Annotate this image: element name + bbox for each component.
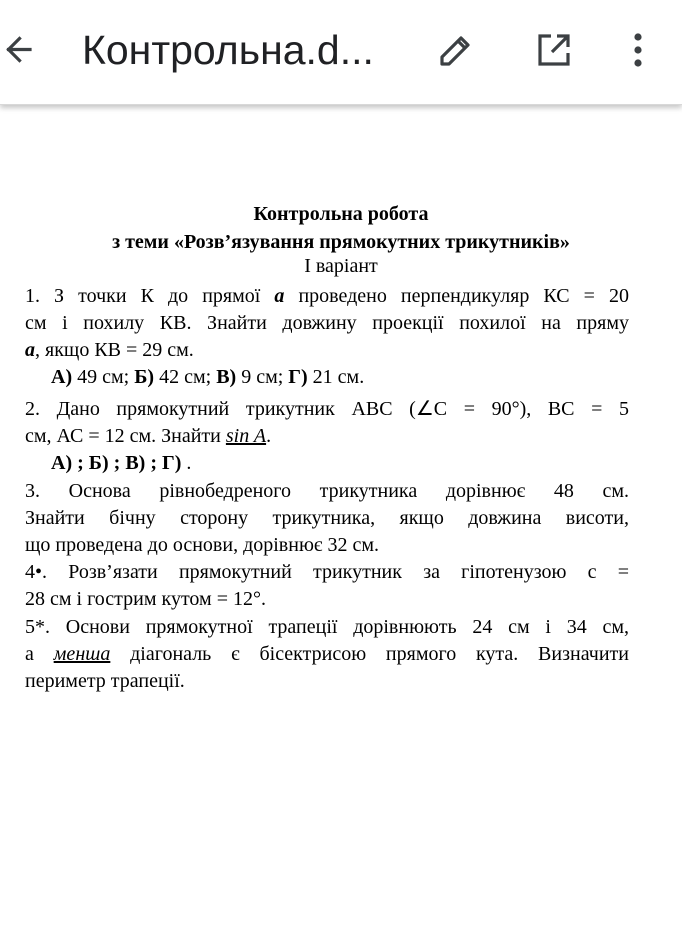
document-page [0, 105, 682, 945]
variant-label: І варіант [304, 255, 378, 277]
document-topic: з теми «Розв’язування прямокутних трикутників» [112, 231, 570, 253]
back-arrow-icon[interactable] [0, 22, 48, 78]
q5-line-2: а менша діагональ є бісектрисою прямого кута. Визначити [25, 643, 629, 665]
q3-line-2: Знайти бічну сторону трикутника, якщо довжина висоти, [25, 507, 629, 529]
q2-line-1: 2. Дано прямокутний трикутник АВС (∠С = 90°), ВС = 5 [25, 398, 629, 420]
q3-line-3: що проведена до основи, дорівнює 32 см. [25, 534, 380, 556]
q2-line-2: см, АС = 12 см. Знайти sin A. [25, 425, 272, 447]
app-bar [0, 0, 682, 105]
q1-answers: А) 49 см; Б) 42 см; В) 9 см; Г) 21 см. [51, 366, 365, 388]
document-title: Контрольна.d... [82, 27, 374, 73]
q1-line-2: см і похилу КВ. Знайти довжину проекції похилої на пряму [25, 312, 629, 334]
q1-line-1: 1. З точки К до прямої а проведено перпендикуляр КС = 20 [25, 285, 629, 307]
open-in-new-icon[interactable] [526, 22, 582, 78]
q2-answers: А) ; Б) ; В) ; Г) . [51, 452, 192, 474]
document-heading: Контрольна робота [253, 203, 429, 225]
pencil-edit-icon[interactable] [428, 22, 484, 78]
q4-line-1: 4•. Розв’язати прямокутний трикутник за гіпотенузою с = [25, 561, 629, 583]
q5-line-3: периметр трапеції. [25, 670, 185, 692]
more-vert-icon[interactable] [610, 22, 666, 78]
q4-line-2: 28 см і гострим кутом = 12°. [25, 588, 266, 610]
q3-line-1: 3. Основа рівнобедреного трикутника дорівнює 48 см. [25, 480, 629, 502]
q5-line-1: 5*. Основи прямокутної трапеції дорівнюють 24 см і 34 см, [25, 616, 629, 638]
q1-line-3: а, якщо КВ = 29 см. [25, 339, 194, 361]
